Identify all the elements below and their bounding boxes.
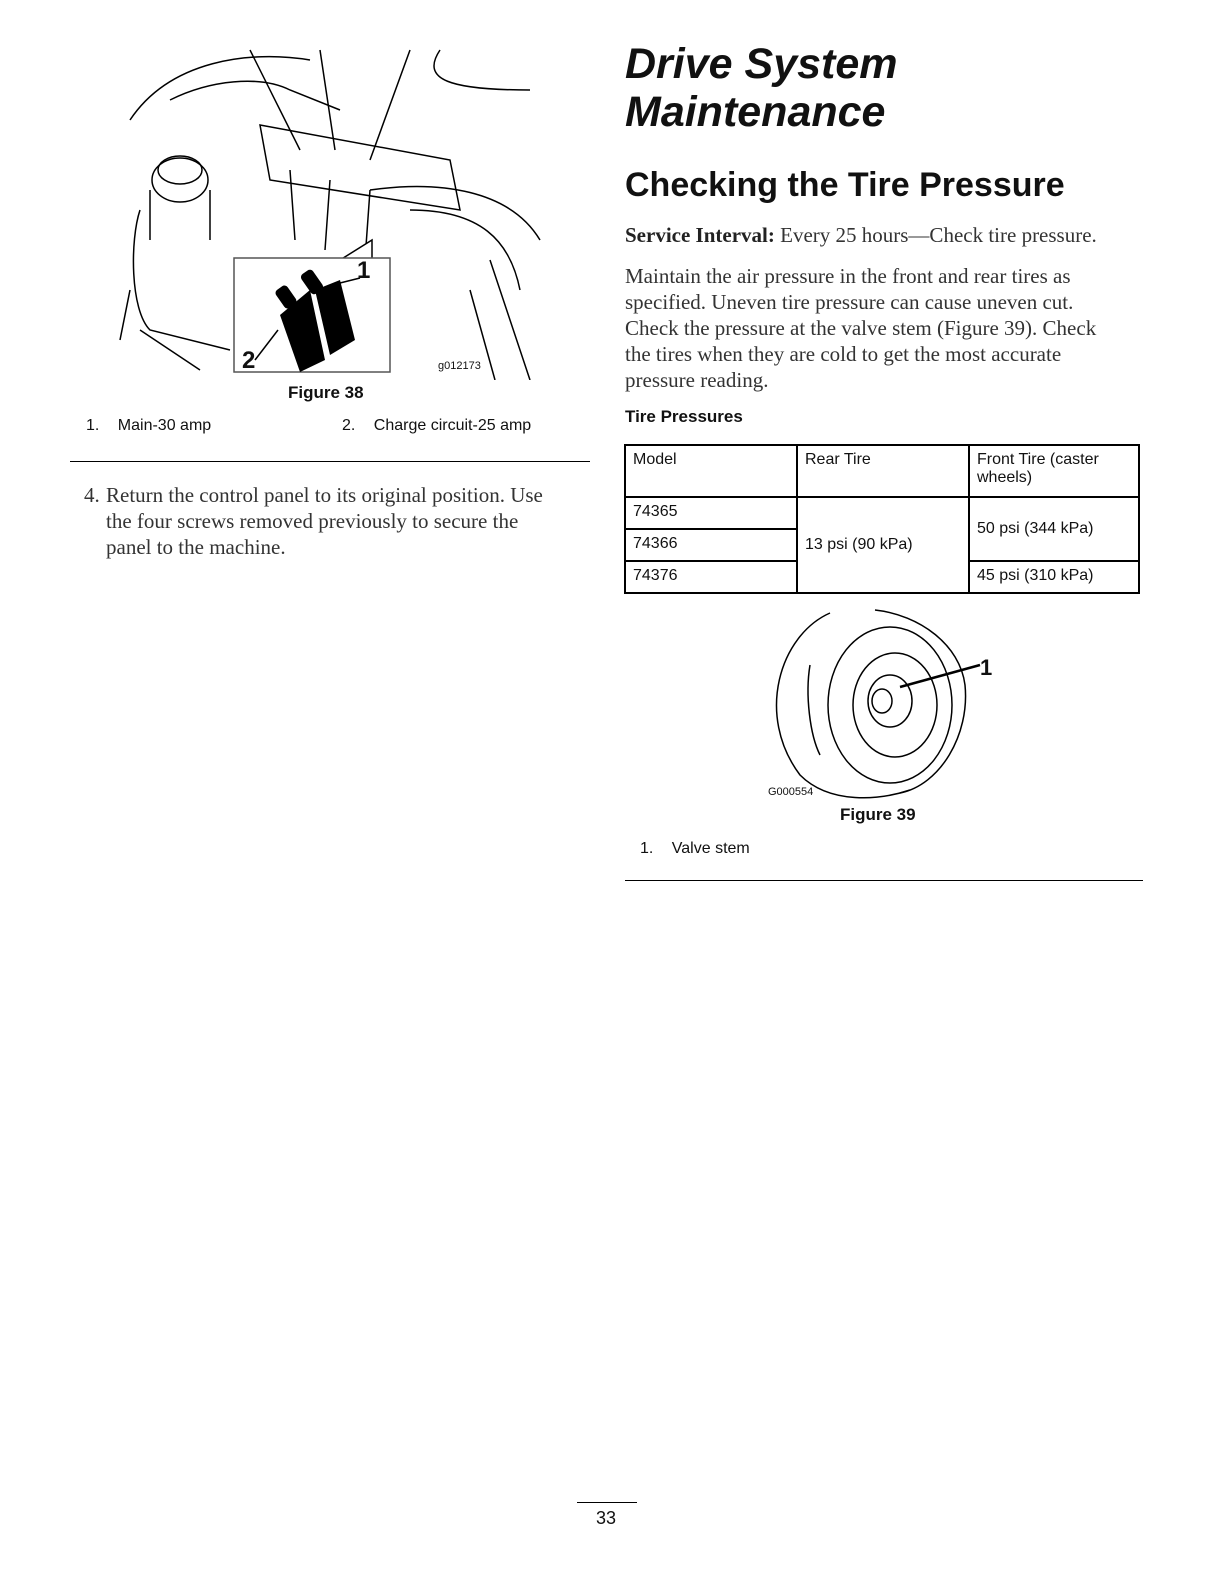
service-interval-label: Service Interval:: [625, 223, 775, 247]
figure-39-legend-item: [640, 840, 750, 858]
figure-38-legend-item: [86, 417, 211, 435]
model-cell: 74366: [625, 529, 797, 561]
section-title-line: Maintenance: [625, 88, 886, 136]
section-title: [625, 40, 898, 136]
rear-tire-cell: 13 psi (90 kPa): [797, 497, 969, 593]
model-cell: 74376: [625, 561, 797, 593]
paragraph-line: the tires when they are cold to get the most accurate: [625, 342, 1062, 366]
tire-pressure-paragraph: [625, 263, 1096, 393]
figure-39-code: G000554: [768, 786, 814, 798]
step-text: [106, 482, 596, 560]
figure-38-legend-item: [342, 417, 531, 435]
front-tire-cell: 50 psi (344 kPa): [969, 497, 1139, 561]
figure-38-callout-1: 1: [357, 257, 371, 284]
table-row: [625, 497, 1139, 529]
table-title: Tire Pressures: [625, 407, 743, 426]
service-interval: [625, 222, 1097, 248]
table-header-row: [625, 445, 1139, 497]
step-line: the four screws removed previously to secure the: [106, 509, 519, 533]
legend-text: Charge circuit-25 amp: [373, 417, 532, 434]
figure-38-code: g012173: [438, 360, 481, 372]
figure-38-illustration: [110, 40, 550, 380]
header-cell: Model: [625, 445, 797, 497]
header-cell: Front Tire (caster wheels): [969, 445, 1139, 497]
figure-38-callout-2: 2: [242, 347, 256, 374]
legend-text: Main-30 amp: [117, 417, 212, 434]
page-number-rule: [577, 1502, 637, 1503]
divider: [70, 461, 590, 462]
tire-pressure-table: [624, 444, 1140, 594]
figure-39-caption: Figure 39: [840, 805, 916, 824]
header-cell: Rear Tire: [797, 445, 969, 497]
figure-39-callout-1: 1: [980, 655, 993, 680]
divider: [625, 880, 1143, 881]
legend-number: 1.: [86, 417, 100, 434]
step-line: Return the control panel to its original position. Use: [106, 483, 543, 507]
front-tire-cell: 45 psi (310 kPa): [969, 561, 1139, 593]
figure-39-wheel-illustration: [760, 605, 993, 805]
figure-38-caption: Figure 38: [288, 383, 364, 402]
paragraph-line: Check the pressure at the valve stem (Figure 39). Check: [625, 316, 1097, 340]
step-line: panel to the machine.: [106, 535, 286, 559]
legend-text: Valve stem: [671, 840, 750, 857]
service-interval-text: Every 25 hours—Check tire pressure.: [780, 223, 1097, 247]
step-number: 4.: [84, 483, 100, 507]
section-title-line: Drive System: [625, 40, 898, 88]
subsection-title: Checking the Tire Pressure: [625, 166, 1065, 204]
legend-number: 1.: [640, 840, 654, 857]
paragraph-line: pressure reading.: [625, 368, 769, 392]
page-number: 33: [596, 1508, 617, 1528]
paragraph-line: Maintain the air pressure in the front and rear tires as: [625, 264, 1071, 288]
legend-number: 2.: [342, 417, 356, 434]
paragraph-line: specified. Uneven tire pressure can cause uneven cut.: [625, 290, 1074, 314]
model-cell: 74365: [625, 497, 797, 529]
